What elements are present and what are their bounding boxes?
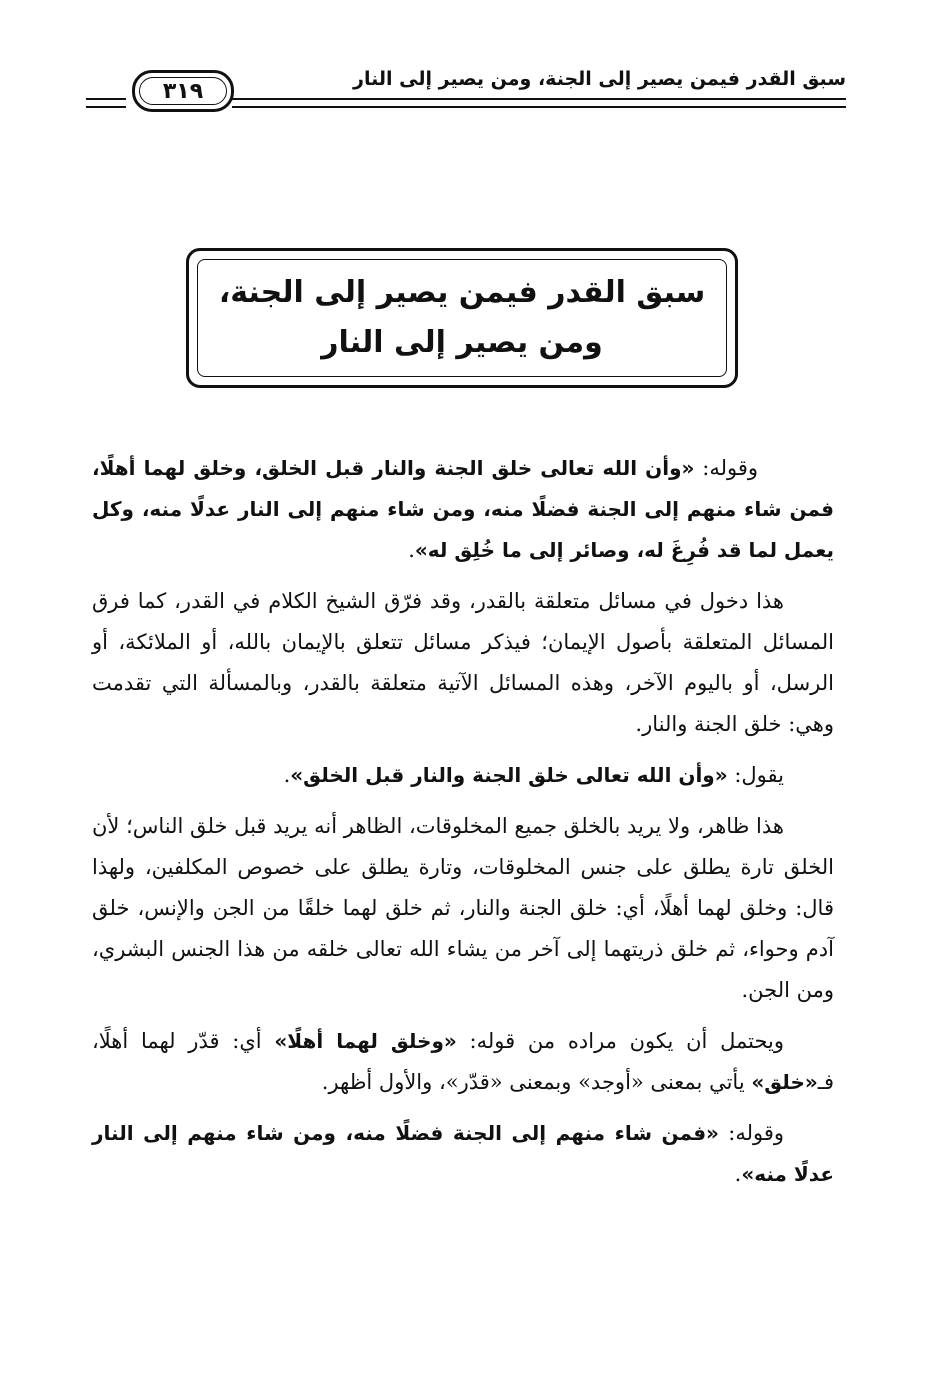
paragraph-1-tail: . (408, 538, 415, 562)
running-title: سبق القدر فيمن يصير إلى الجنة، ومن يصير إلى النار (353, 68, 846, 90)
paragraph-1 (92, 448, 834, 571)
page-number: ٣١٩ (132, 70, 234, 112)
paragraph-6-tail: . (734, 1162, 742, 1186)
chapter-title-frame (186, 248, 738, 388)
paragraph-4: هذا ظاهر، ولا يريد بالخلق جميع المخلوقات، الظاهر أنه يريد قبل خلق الناس؛ لأن الخلق تارة يطلق على جنس المخلوقات، وتارة يطلق على خصوص المكلفين، ولهذا قال: وخلق لهما أهلًا، أي: خلق الجنة والنار، ثم خلق لهما خلقًا من الجن والإنس، خلق آدم وحواء، ثم خلق ذريتهما إلى آخر من يشاء الله تعالى خلقه من هذا الجنس البشري، ومن الجن. (92, 814, 834, 1002)
chapter-title-line-2: ومن يصير إلى النار (321, 325, 603, 360)
paragraph-3-lead: يقول: (727, 763, 784, 787)
paragraph-1-quote: «وأن الله تعالى خلق الجنة والنار قبل الخلق، وخلق لهما أهلًا، فمن شاء منهم إلى الجنة فضلًا منه، ومن شاء منهم إلى النار عدلًا منه، وكل يعمل لما قد فُرِغَ له، وصائر إلى ما خُلِق له» (92, 456, 834, 562)
chapter-title-line-1: سبق القدر فيمن يصير إلى الجنة، (218, 275, 706, 310)
paragraph-5 (92, 1021, 834, 1103)
body-text (92, 448, 834, 1205)
page-header (86, 58, 846, 128)
paragraph-6-lead: وقوله: (718, 1121, 785, 1145)
paragraph-5-quote-1: «وخلق لهما أهلًا» (274, 1029, 457, 1053)
paragraph-3 (92, 755, 834, 796)
header-rule-right (232, 98, 846, 108)
paragraph-2: هذا دخول في مسائل متعلقة بالقدر، وقد فرّق الشيخ الكلام في القدر، كما فرق المسائل المتعلقة بأصول الإيمان؛ فيذكر مسائل تتعلق بالإيمان بالله، أو الملائكة، أو الرسل، أو باليوم الآخر، وهذه المسائل الآتية متعلقة بالقدر، وبالمسألة التي تقدمت وهي: خلق الجنة والنار. (92, 589, 834, 736)
paragraph-1-lead: وقوله: (694, 456, 759, 480)
paragraph-3-quote: «وأن الله تعالى خلق الجنة والنار قبل الخلق» (290, 763, 728, 787)
paragraph-5-part-3: يأتي بمعنى «أوجد» وبمعنى «قدّر»، والأول أظهر. (321, 1070, 752, 1094)
paragraph-6-quote: «فمن شاء منهم إلى الجنة فضلًا منه، ومن شاء منهم إلى النار عدلًا منه» (92, 1121, 834, 1186)
header-rule-left (86, 98, 126, 108)
paragraph-6 (92, 1113, 834, 1195)
paragraph-5-quote-2: «خلق» (751, 1070, 818, 1094)
paragraph-5-part-1: ويحتمل أن يكون مراده من قوله: (456, 1029, 785, 1053)
paragraph-5-part-2: أي: قدّر لهما أهلًا، فـ (92, 1029, 834, 1094)
chapter-title (207, 269, 717, 367)
paragraph-3-tail: . (283, 763, 291, 787)
